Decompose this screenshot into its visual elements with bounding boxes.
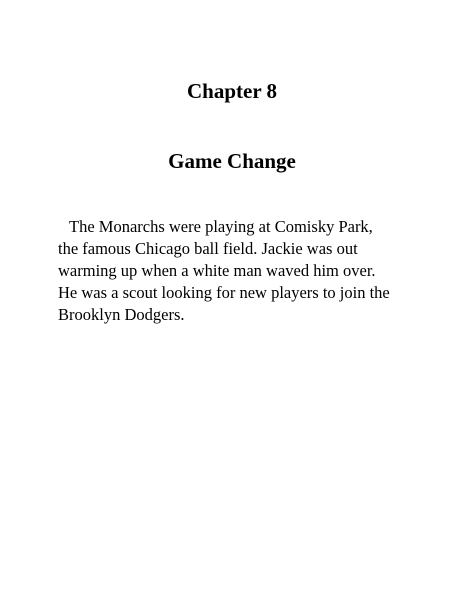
paragraph-line: He was a scout looking for new players to join the bbox=[58, 283, 390, 302]
body-paragraph bbox=[58, 216, 418, 326]
chapter-title: Game Change bbox=[168, 149, 296, 173]
paragraph-line: warming up when a white man waved him over. bbox=[58, 261, 376, 280]
paragraph-line: the famous Chicago ball field. Jackie was out bbox=[58, 239, 358, 258]
chapter-number: Chapter 8 bbox=[186, 79, 278, 103]
paragraph-line: The Monarchs were playing at Comisky Park, bbox=[69, 217, 373, 236]
paragraph-line: Brooklyn Dodgers. bbox=[58, 305, 185, 324]
